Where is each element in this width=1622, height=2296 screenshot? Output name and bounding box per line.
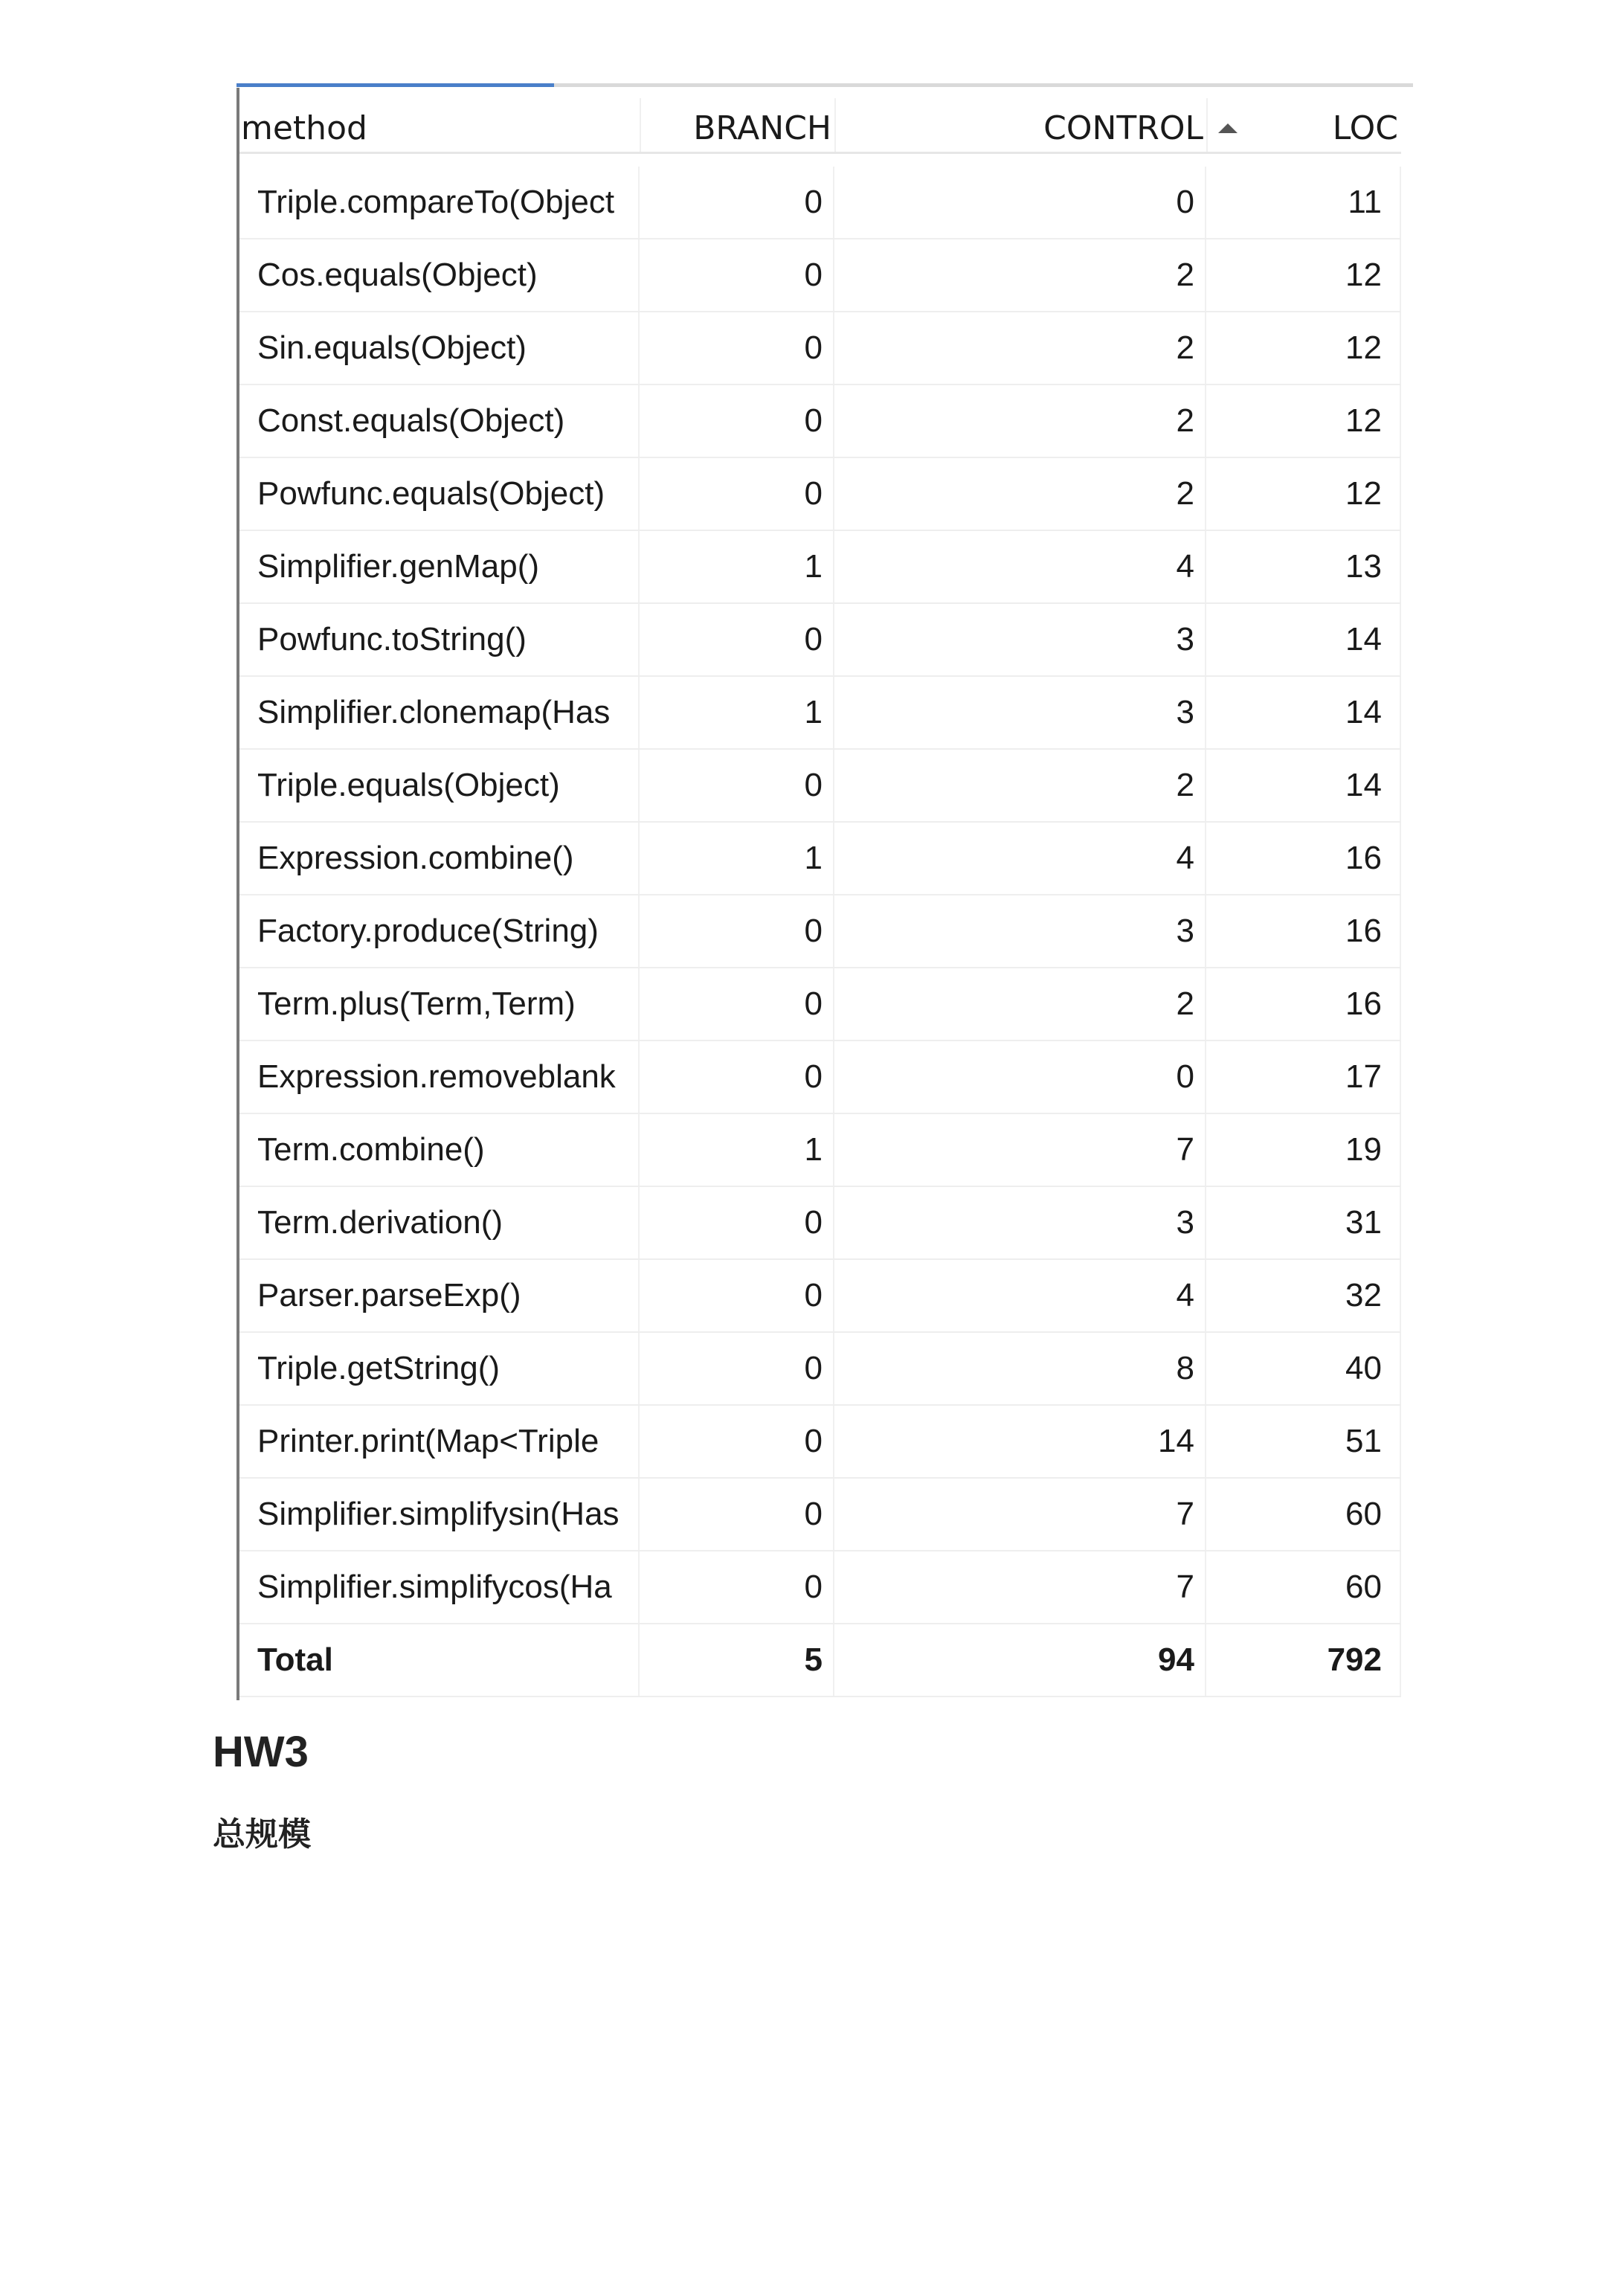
metrics-table-screenshot	[236, 77, 1415, 1700]
branch-cell: 0	[640, 750, 834, 821]
loc-cell: 16	[1206, 823, 1401, 894]
control-cell: 4	[834, 1260, 1206, 1331]
table-header	[239, 88, 1401, 154]
method-cell: Parser.parseExp()	[239, 1260, 640, 1331]
loc-cell: 14	[1206, 750, 1401, 821]
method-cell: Term.derivation()	[239, 1187, 640, 1258]
control-cell: 0	[834, 1041, 1206, 1113]
control-cell: 0	[834, 167, 1206, 238]
column-header-loc[interactable]: LOC	[1332, 109, 1398, 147]
table-row[interactable]	[239, 167, 1401, 239]
control-cell: 2	[834, 239, 1206, 311]
loc-cell: 60	[1206, 1551, 1401, 1623]
method-cell: Total	[239, 1624, 640, 1696]
loc-cell: 60	[1206, 1479, 1401, 1550]
control-cell: 3	[834, 895, 1206, 967]
control-cell: 8	[834, 1333, 1206, 1404]
table-row[interactable]	[239, 1551, 1401, 1624]
method-cell: Powfunc.toString()	[239, 604, 640, 675]
column-header-branch[interactable]: BRANCH	[693, 109, 831, 147]
table-row[interactable]	[239, 604, 1401, 677]
method-cell: Simplifier.genMap()	[239, 531, 640, 602]
method-cell: Sin.equals(Object)	[239, 312, 640, 384]
branch-cell: 1	[640, 1114, 834, 1186]
method-cell: Term.combine()	[239, 1114, 640, 1186]
loc-cell: 11	[1206, 167, 1401, 238]
section-subheading: 总规模	[213, 1816, 311, 1853]
method-cell: Powfunc.equals(Object)	[239, 458, 640, 530]
branch-cell: 1	[640, 677, 834, 748]
table-row[interactable]	[239, 823, 1401, 895]
column-header-method[interactable]: method	[241, 109, 367, 147]
table-row[interactable]	[239, 1041, 1401, 1114]
branch-cell: 0	[640, 1333, 834, 1404]
loc-cell: 12	[1206, 458, 1401, 530]
method-cell: Factory.produce(String)	[239, 895, 640, 967]
branch-cell: 0	[640, 1406, 834, 1477]
branch-cell: 0	[640, 458, 834, 530]
method-cell: Simplifier.simplifycos(Ha	[239, 1551, 640, 1623]
control-cell: 2	[834, 750, 1206, 821]
control-cell: 3	[834, 604, 1206, 675]
branch-cell: 0	[640, 239, 834, 311]
control-cell: 94	[834, 1624, 1206, 1696]
column-header-control[interactable]: CONTROL	[1043, 109, 1203, 147]
control-cell: 2	[834, 385, 1206, 457]
loc-cell: 14	[1206, 677, 1401, 748]
loading-progress-bar	[236, 83, 554, 87]
branch-cell: 0	[640, 167, 834, 238]
control-cell: 7	[834, 1114, 1206, 1186]
control-cell: 2	[834, 312, 1206, 384]
branch-cell: 0	[640, 385, 834, 457]
table-row[interactable]	[239, 968, 1401, 1041]
control-cell: 2	[834, 458, 1206, 530]
method-cell: Triple.getString()	[239, 1333, 640, 1404]
table-row[interactable]	[239, 1114, 1401, 1187]
method-cell: Expression.removeblank	[239, 1041, 640, 1113]
loc-cell: 13	[1206, 531, 1401, 602]
table-row[interactable]	[239, 750, 1401, 823]
loc-cell: 40	[1206, 1333, 1401, 1404]
loc-cell: 12	[1206, 312, 1401, 384]
table-row[interactable]	[239, 531, 1401, 604]
table-row[interactable]	[239, 1333, 1401, 1406]
method-cell: Triple.equals(Object)	[239, 750, 640, 821]
branch-cell: 0	[640, 1260, 834, 1331]
table-row[interactable]	[239, 677, 1401, 750]
branch-cell: 0	[640, 1041, 834, 1113]
method-cell: Simplifier.clonemap(Has	[239, 677, 640, 748]
control-cell: 14	[834, 1406, 1206, 1477]
table-row[interactable]	[239, 458, 1401, 531]
table-body	[239, 167, 1401, 1697]
loading-track	[236, 83, 1413, 87]
control-cell: 3	[834, 677, 1206, 748]
branch-cell: 0	[640, 1479, 834, 1550]
loc-cell: 16	[1206, 968, 1401, 1040]
loc-cell: 19	[1206, 1114, 1401, 1186]
method-cell: Expression.combine()	[239, 823, 640, 894]
table-row[interactable]	[239, 895, 1401, 968]
loc-cell: 51	[1206, 1406, 1401, 1477]
table-row[interactable]	[239, 1479, 1401, 1551]
branch-cell: 0	[640, 1551, 834, 1623]
branch-cell: 0	[640, 895, 834, 967]
method-cell: Triple.compareTo(Object	[239, 167, 640, 238]
method-cell: Term.plus(Term,Term)	[239, 968, 640, 1040]
control-cell: 4	[834, 823, 1206, 894]
control-cell: 7	[834, 1551, 1206, 1623]
loc-cell: 31	[1206, 1187, 1401, 1258]
loc-cell: 16	[1206, 895, 1401, 967]
table-row[interactable]	[239, 312, 1401, 385]
control-cell: 2	[834, 968, 1206, 1040]
control-cell: 4	[834, 531, 1206, 602]
table-row[interactable]	[239, 385, 1401, 458]
branch-cell: 1	[640, 531, 834, 602]
table-total-row[interactable]	[239, 1624, 1401, 1697]
loc-cell: 32	[1206, 1260, 1401, 1331]
branch-cell: 1	[640, 823, 834, 894]
control-cell: 7	[834, 1479, 1206, 1550]
branch-cell: 0	[640, 1187, 834, 1258]
branch-cell: 0	[640, 968, 834, 1040]
branch-cell: 0	[640, 604, 834, 675]
method-cell: Printer.print(Map<Triple	[239, 1406, 640, 1477]
section-heading: HW3	[213, 1728, 309, 1776]
branch-cell: 5	[640, 1624, 834, 1696]
loc-cell: 12	[1206, 239, 1401, 311]
loc-cell: 792	[1206, 1624, 1401, 1696]
table-row[interactable]	[239, 1406, 1401, 1479]
method-cell: Const.equals(Object)	[239, 385, 640, 457]
loc-cell: 14	[1206, 604, 1401, 675]
loc-cell: 17	[1206, 1041, 1401, 1113]
branch-cell: 0	[640, 312, 834, 384]
table-row[interactable]	[239, 239, 1401, 312]
method-cell: Cos.equals(Object)	[239, 239, 640, 311]
control-cell: 3	[834, 1187, 1206, 1258]
table-row[interactable]	[239, 1260, 1401, 1333]
method-cell: Simplifier.simplifysin(Has	[239, 1479, 640, 1550]
table-row[interactable]	[239, 1187, 1401, 1260]
loc-cell: 12	[1206, 385, 1401, 457]
